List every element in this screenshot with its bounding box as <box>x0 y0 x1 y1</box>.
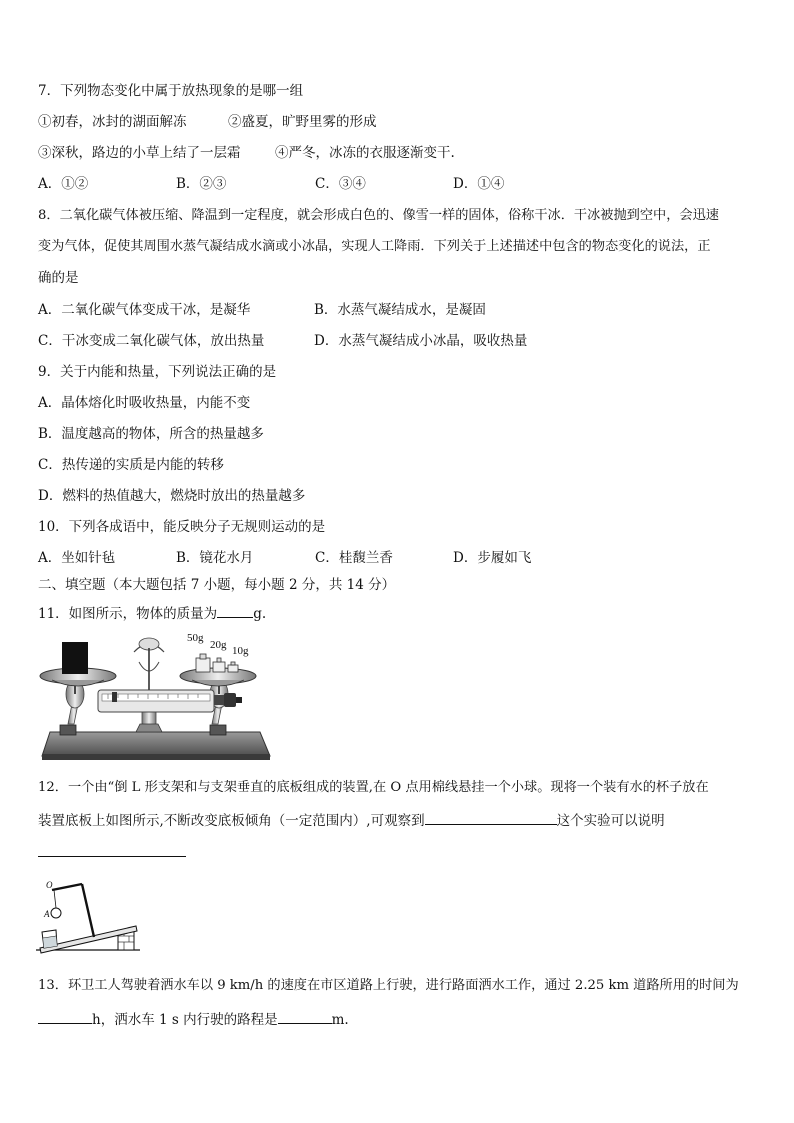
point-a-label: A <box>44 909 50 919</box>
q11-unit: g. <box>253 606 267 622</box>
q7-option-d: D．①④ <box>453 176 505 192</box>
q7-option-c: C．③④ <box>315 176 366 192</box>
q8-option-a: A．二氧化碳气体变成干冰，是凝华 <box>38 302 251 318</box>
weight-label-10g: 10g <box>232 645 249 657</box>
q11-answer-blank[interactable] <box>217 603 253 618</box>
q7-option-b: B．②③ <box>176 176 227 192</box>
q10-option-d: D．步履如飞 <box>453 550 532 566</box>
q9-option-c: C．热传递的实质是内能的转移 <box>38 457 224 473</box>
q10-option-c: C．桂馥兰香 <box>315 550 393 566</box>
q12-answer-blank-2[interactable] <box>38 855 186 857</box>
q13-line-2 <box>38 1009 349 1029</box>
q10-stem: 10．下列各成语中，能反映分子无规则运动的是 <box>38 519 326 535</box>
weight-label-50g: 50g <box>187 632 204 644</box>
q7-item-1: ①初春，冰封的湖面解冻 <box>38 114 187 130</box>
q10-option-a: A．坐如针毡 <box>38 550 116 566</box>
q7-option-a: A．①② <box>38 176 89 192</box>
q10-option-b: B．镜花水月 <box>176 550 254 566</box>
q7-item-2: ②盛夏，旷野里雾的形成 <box>228 114 377 130</box>
q13-answer-blank-1[interactable] <box>38 1009 92 1024</box>
incline-apparatus-figure <box>36 870 144 954</box>
q13-text-mid: h，洒水车 1 s 内行驶的路程是 <box>92 1012 278 1028</box>
q12-line-1: 12．一个由“倒 L 形支架和与支架垂直的底板组成的装置,在 O 点用棉线悬挂一个小球。现将一个装有水的杯子放在 <box>38 780 709 795</box>
q12-text-a: 装置底板上如图所示,不断改变底板倾角（一定范围内）,可观察到 <box>38 813 425 829</box>
q8-option-d: D．水蒸气凝结成小冰晶，吸收热量 <box>314 333 528 349</box>
q8-line-3: 确的是 <box>38 270 79 286</box>
q8-option-c: C．干冰变成二氧化碳气体，放出热量 <box>38 333 265 349</box>
q7-item-4: ④严冬，冰冻的衣服逐渐变干. <box>275 145 455 161</box>
q8-line-2: 变为气体，促使其周围水蒸气凝结成水滴或小冰晶，实现人工降雨．下列关于上述描述中包含的物态变化的说法，正 <box>38 239 711 254</box>
q11-stem <box>38 603 266 623</box>
q9-stem: 9．关于内能和热量，下列说法正确的是 <box>38 364 277 380</box>
q9-option-a: A．晶体熔化时吸收热量，内能不变 <box>38 395 251 411</box>
balance-figure <box>38 632 274 764</box>
q12-text-b: 这个实验可以说明 <box>556 813 665 829</box>
section-title: 二、填空题（本大题包括 7 小题，每小题 2 分，共 14 分） <box>38 577 396 593</box>
object-block <box>62 642 88 674</box>
q7-item-3: ③深秋，路边的小草上结了一层霜 <box>38 145 241 161</box>
point-o-label: O <box>46 880 53 890</box>
q9-option-d: D．燃料的热值越大，燃烧时放出的热量越多 <box>38 488 306 504</box>
q8-line-1: 8．二氧化碳气体被压缩、降温到一定程度，就会形成白色的、像雪一样的固体，俗称干冰．干冰被抛到空中，会迅速 <box>38 208 719 223</box>
q11-text: 11．如图所示，物体的质量为 <box>38 606 218 622</box>
q12-answer-blank-1[interactable] <box>425 810 557 825</box>
q13-line-1: 13．环卫工人驾驶着洒水车以 9 km/h 的速度在市区道路上行驶，进行路面洒水工作，通过 2.25 km 道路所用的时间为 <box>38 978 739 993</box>
weight-label-20g: 20g <box>210 639 227 651</box>
q9-option-b: B．温度越高的物体，所含的热量越多 <box>38 426 264 442</box>
q13-answer-blank-2[interactable] <box>278 1009 332 1024</box>
q13-text-end: m. <box>331 1012 349 1028</box>
q7-stem: 7．下列物态变化中属于放热现象的是哪一组 <box>38 83 304 99</box>
q8-option-b: B．水蒸气凝结成水，是凝固 <box>314 302 486 318</box>
q12-line-2 <box>38 810 665 830</box>
